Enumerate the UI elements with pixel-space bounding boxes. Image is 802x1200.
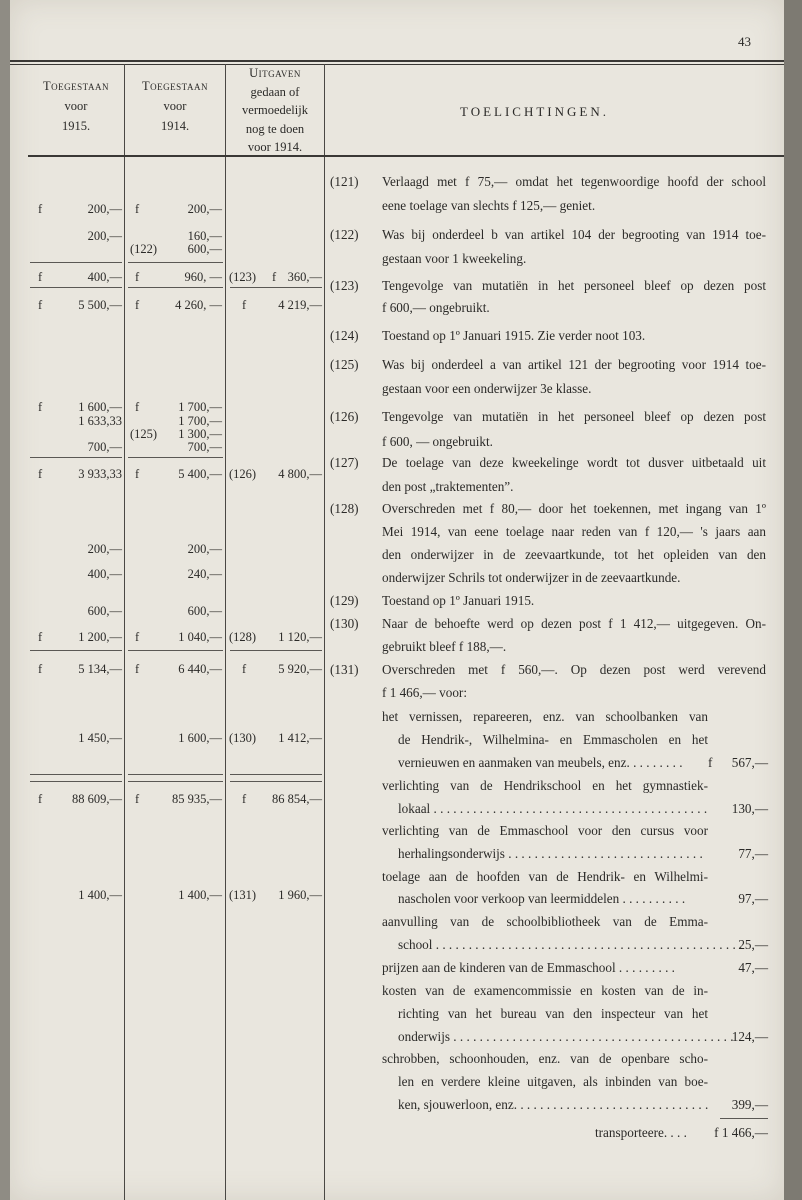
florin-sign: f	[135, 298, 140, 312]
col2-note-ref: (125)	[130, 427, 158, 441]
col-divider-3	[324, 64, 325, 156]
item-amount: 47,—	[738, 960, 768, 975]
col2-value: 4 260, —	[175, 298, 222, 312]
item-line: nascholen voor verkoop van leermiddelen . . . . . . . . . .	[398, 891, 686, 906]
col3-note-ref: (128)	[229, 630, 257, 644]
sum-rule	[128, 287, 223, 288]
note-line: f 600, — ongebruikt.	[382, 434, 493, 449]
transport-label: transporteere. . . .	[595, 1125, 687, 1140]
item-amount: 97,—	[738, 891, 768, 906]
note-line: gestaan voor 1 kweekeling.	[382, 251, 527, 266]
sum-rule	[30, 650, 122, 651]
item-line: verlichting van de Hendrikschool en het gymnastiek-	[382, 778, 708, 793]
col2-value: 1 700,—	[178, 414, 222, 428]
note-line: Naar de behoefte werd op dezen post f 1 412,— uitgegeven. On-	[382, 616, 766, 631]
header-col2-line1: Toegestaan	[142, 79, 208, 93]
col2-value: 960, —	[184, 270, 222, 284]
col3-note-ref: (123)	[229, 270, 257, 284]
item-line: prijzen aan de kinderen van de Emmaschool . . . . . . . . .	[382, 960, 675, 975]
body-divider-1	[124, 157, 125, 1200]
note-line: gebruikt bleef f 188,—.	[382, 639, 507, 654]
florin-sign: f	[242, 298, 247, 312]
subtotal-rule	[720, 1118, 768, 1119]
note-line: f 1 466,— voor:	[382, 685, 467, 700]
florin-sign: f	[38, 400, 43, 414]
item-line: richting van het bureau van den inspecteur van het	[398, 1006, 708, 1021]
col2-note-ref: (122)	[130, 242, 158, 256]
sum-rule	[30, 287, 122, 288]
note-line: den onderwijzer in de zeevaartkunde, tot het opleiden van den	[382, 547, 766, 562]
florin-sign: f	[242, 792, 247, 806]
sum-rule	[128, 262, 223, 263]
note-number: (122)	[330, 227, 359, 242]
florin-sign: f	[135, 792, 140, 806]
col2-value: 600,—	[187, 604, 222, 618]
body-divider-3	[324, 157, 325, 1200]
header-col2	[125, 76, 225, 136]
col3-note-ref: (126)	[229, 467, 257, 481]
sum-rule	[30, 781, 122, 782]
sum-rule	[128, 774, 223, 775]
florin-sign: f	[38, 202, 43, 216]
col3-note-ref: (131)	[229, 888, 257, 902]
item-line: schrobben, schoonhouden, enz. van de openbare scho-	[382, 1051, 708, 1066]
header-col4: TOELICHTINGEN.	[460, 104, 609, 119]
item-amount: 77,—	[738, 846, 768, 861]
header-col2-line3: 1914.	[160, 119, 190, 133]
item-amount: 130,—	[731, 801, 768, 816]
note-line: Mei 1914, van eene toelage naar reden van f 120,— 's jaars aan	[382, 524, 766, 539]
top-rule	[10, 60, 784, 62]
sum-rule	[128, 457, 223, 458]
col3-value: 1 412,—	[278, 731, 322, 745]
col3-value: 1 120,—	[278, 630, 322, 644]
header-col1-line3: 1915.	[61, 119, 91, 133]
note-line: f 600,— ongebruikt.	[382, 300, 490, 315]
item-line: aanvulling van de schoolbibliotheek van de Emma-	[382, 914, 708, 929]
item-line: toelage aan de hoofden van de Hendrik- en Wilhelmi-	[382, 869, 708, 884]
col2-value: 200,—	[187, 542, 222, 556]
item-line: vernieuwen en aanmaken van meubels, enz. . . . . . . . .	[398, 755, 683, 770]
page-number: 43	[738, 34, 751, 49]
florin-sign: f	[38, 662, 43, 676]
col3-note-ref: (130)	[229, 731, 257, 745]
sum-rule	[128, 781, 223, 782]
sum-rule	[128, 650, 223, 651]
item-amount: 124,—	[731, 1029, 768, 1044]
header-col3-line5: voor 1914.	[247, 140, 303, 154]
col3-value: 4 219,—	[278, 298, 322, 312]
note-line: De toelage van deze kweekelinge wordt tot dusver uitbetaald uit	[382, 455, 766, 470]
sum-rule	[30, 457, 122, 458]
note-line: Toestand op 1º Januari 1915.	[382, 593, 535, 608]
header-col3-line1: Uitgaven	[249, 66, 301, 80]
col2-value: 1 300,—	[178, 427, 222, 441]
col3-value: 4 800,—	[278, 467, 322, 481]
header-col3-line2: gedaan of	[250, 84, 300, 99]
col2-value: 700,—	[187, 440, 222, 454]
florin-sign: f	[38, 792, 43, 806]
col1-value: 400,—	[87, 270, 122, 284]
col1-value: 3 933,33	[78, 467, 122, 481]
page-edge	[784, 0, 802, 1200]
florin-sign: f	[272, 270, 277, 284]
item-line: onderwijs . . . . . . . . . . . . . . . . . . . . . . . . . . . . . . . . . . . . . . . . . . .	[398, 1029, 734, 1044]
florin-sign: f	[135, 662, 140, 676]
header-bottom-rule	[28, 155, 784, 157]
col2-value: 85 935,—	[172, 792, 222, 806]
item-amount: 399,—	[731, 1097, 768, 1112]
note-line: gestaan voor een onderwijzer 3e klasse.	[382, 381, 592, 396]
col2-value: 1 400,—	[178, 888, 222, 902]
header-col2-line2: voor	[163, 99, 187, 113]
col1-value: 1 400,—	[78, 888, 122, 902]
note-line: Toestand op 1º Januari 1915. Zie verder noot 103.	[382, 328, 646, 343]
col2-value: 1 700,—	[178, 400, 222, 414]
item-line: kosten van de examencommissie en kosten van de in-	[382, 983, 708, 998]
note-number: (128)	[330, 501, 359, 516]
sum-rule	[230, 781, 322, 782]
florin-sign: f	[242, 662, 247, 676]
note-number: (124)	[330, 328, 359, 343]
item-line: ken, sjouwerloon, enz. . . . . . . . . . . . . . . . . . . . . . . . . . . . . .	[398, 1097, 709, 1112]
col1-value: 1 633,33	[78, 414, 122, 428]
note-number: (131)	[330, 662, 359, 677]
col1-value: 600,—	[87, 604, 122, 618]
col3-value: 86 854,—	[272, 792, 322, 806]
florin-sign: f	[38, 298, 43, 312]
item-line: len en verdere kleine uitgaven, als inbinden van boe-	[398, 1074, 708, 1089]
note-number: (121)	[330, 174, 359, 189]
col3-value: 5 920,—	[278, 662, 322, 676]
header-col3-line4: nog te doen	[245, 121, 305, 136]
top-rule-thin	[10, 64, 784, 65]
col1-value: 1 450,—	[78, 731, 122, 745]
col2-value: 200,—	[187, 202, 222, 216]
note-line: Overschreden met f 560,—. Op dezen post werd verevend	[382, 662, 766, 677]
sum-rule	[230, 774, 322, 775]
florin-sign: f	[135, 630, 140, 644]
note-number: (130)	[330, 616, 359, 631]
item-florin: f	[708, 755, 713, 770]
transport-amount: f 1 466,—	[714, 1125, 768, 1140]
col2-value: 160,—	[187, 229, 222, 243]
item-amount: 567,—	[731, 755, 768, 770]
item-line: lokaal . . . . . . . . . . . . . . . . . . . . . . . . . . . . . . . . . . . . . . . . . .	[398, 801, 708, 816]
note-line: onderwijzer Schrils tot onderwijzer in de zeevaartkunde.	[382, 570, 681, 585]
col1-value: 88 609,—	[72, 792, 122, 806]
item-line: verlichting van de Emmaschool voor den cursus voor	[382, 823, 708, 838]
col2-value: 1 600,—	[178, 731, 222, 745]
item-line: herhalingsonderwijs . . . . . . . . . . . . . . . . . . . . . . . . . . . . . .	[398, 846, 703, 861]
florin-sign: f	[135, 270, 140, 284]
col2-value: 240,—	[187, 567, 222, 581]
item-amount: 25,—	[738, 937, 768, 952]
col1-value: 1 200,—	[78, 630, 122, 644]
florin-sign: f	[135, 400, 140, 414]
note-line: Verlaagd met f 75,— omdat het tegenwoordige hoofd der school	[382, 174, 766, 189]
col3-value: 1 960,—	[278, 888, 322, 902]
note-number: (123)	[330, 278, 359, 293]
note-line: Tengevolge van mutatiën in het personeel bleef op dezen post	[382, 409, 766, 424]
florin-sign: f	[38, 270, 43, 284]
col1-value: 200,—	[87, 542, 122, 556]
col1-value: 200,—	[87, 202, 122, 216]
note-line: Was bij onderdeel b van artikel 104 der begrooting van 1914 toe-	[382, 227, 766, 242]
ledger-page	[10, 0, 784, 1200]
note-number: (129)	[330, 593, 359, 608]
header-col1	[28, 76, 124, 136]
note-line: Tengevolge van mutatiën in het personeel bleef op dezen post	[382, 278, 766, 293]
col2-value: 6 440,—	[178, 662, 222, 676]
col2-value: 1 040,—	[178, 630, 222, 644]
note-number: (125)	[330, 357, 359, 372]
note-line: eene toelage van slechts f 125,— geniet.	[382, 198, 596, 213]
col1-value: 400,—	[87, 567, 122, 581]
sum-rule	[230, 650, 322, 651]
col1-value: 5 500,—	[78, 298, 122, 312]
item-line: het vernissen, repareeren, enz. van schoolbanken van	[382, 709, 708, 724]
header-col1-line2: voor	[64, 99, 88, 113]
sum-rule	[230, 287, 322, 288]
col3-value: 360,—	[287, 270, 322, 284]
col1-value: 1 600,—	[78, 400, 122, 414]
florin-sign: f	[38, 467, 43, 481]
note-line: Was bij onderdeel a van artikel 121 der begrooting voor 1914 toe-	[382, 357, 766, 372]
sum-rule	[30, 262, 122, 263]
item-line: school . . . . . . . . . . . . . . . . . . . . . . . . . . . . . . . . . . . . . . . . . . . . . . .	[398, 937, 743, 952]
header-col3	[226, 64, 324, 157]
item-line: de Hendrik-, Wilhelmina- en Emmascholen en het	[398, 732, 708, 747]
note-line: Overschreden met f 80,— door het toekennen, met ingang van 1º	[382, 501, 766, 516]
col1-value: 200,—	[87, 229, 122, 243]
note-number: (126)	[330, 409, 359, 424]
florin-sign: f	[38, 630, 43, 644]
body-divider-2	[225, 157, 226, 1200]
col2-value: 600,—	[187, 242, 222, 256]
col2-value: 5 400,—	[178, 467, 222, 481]
header-col3-line3: vermoedelijk	[242, 103, 308, 117]
florin-sign: f	[135, 202, 140, 216]
sum-rule	[30, 774, 122, 775]
note-line: den post „traktementen”.	[382, 479, 514, 494]
col1-value: 700,—	[87, 440, 122, 454]
col1-value: 5 134,—	[78, 662, 122, 676]
florin-sign: f	[135, 467, 140, 481]
note-number: (127)	[330, 455, 359, 470]
header-col1-line1: Toegestaan	[43, 79, 109, 93]
